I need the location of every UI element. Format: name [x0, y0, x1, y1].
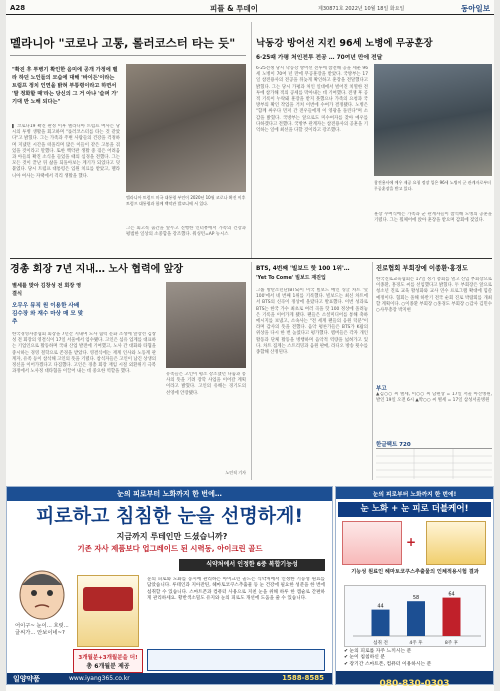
article5-body: 한국진로교육협회는 17일 정기 총회를 열고 신임 부회장으로 이종환, 홍경도 씨를 선임했다고 밝혔다. 두 부회장은 앞으로 청소년 진로 교육 활성화와 교사 연수 프로그램 확대에 힘쓸 예정이다. 협회는 올해 하반기 전국 순회 진로 박람회를 개최할 계획이다. ○이종환 부회장 ○홍경도 부회장 ○감사 김민수 ○사무총장 박지현 — [376, 277, 492, 314]
plus-icon: + — [406, 535, 417, 549]
ad2-check-1-text: 눈의 피로를 자주 느끼시는 분 — [349, 649, 412, 654]
ad-copy: 눈의 피로와 노화를 동시에 관리하는 아이크린 골드는 식약처에서 인정한 기능성 원료를 담았습니다. 루테인과 지아잔틴, 헤마토코쿠스추출물 등 눈 건강에 필요한 성분을 한 번에 섭취할 수 있습니다. 스마트폰과 컴퓨터 사용으로 지친 눈을 위해 하루 한 캡슐로 간편하게 관리하세요. 황반색소밀도 유지와 눈의 피로도 개선에 도움을 줄 수 있습니다. — [147, 577, 325, 602]
obituary-body: ▲김○○ 씨 별세, 이○○ 씨 남편상 = 17일 서울 아산병원, 발인 19일 오전 6시 ▲박○○ 씨 별세 = 17일 삼성서울병원 — [376, 392, 492, 404]
ad2-checklist — [344, 649, 486, 668]
ad-badge1: 식약처에서 인정한 6중 복합기능성 — [179, 559, 325, 571]
chart-category-label: 8주 후 — [444, 641, 459, 646]
ad2-product-a — [342, 521, 402, 565]
ad2-check-1: ✔ 눈의 피로를 자주 느끼시는 분 — [344, 649, 412, 654]
article2-headline: 낙동강 방어선 지킨 96세 노병에 무공훈장 — [256, 38, 433, 49]
ad-eye-supplement[interactable] — [6, 486, 333, 685]
chart-bar — [372, 610, 390, 636]
article4-subhead: 'Yet To Come' 빌보드 재진입 — [256, 275, 326, 281]
ad2-footer — [336, 671, 493, 689]
ad-phone[interactable]: 1588-8585 — [282, 674, 324, 682]
article4-body: 그룹 방탄소년단(BTS)이 미국 빌보드 메인 싱글 차트 '핫 100'에서 네 번째 1위를 기록했다. 빌보드는 최신 차트에서 BTS의 신곡이 정상에 올랐다고 발표했다. 이번 성과로 BTS는 한국 가수 최초로 여러 곡을 핫 100 정상에 올려놓은 기록을 이어가게 됐다. 팬들은 소셜미디어를 통해 축하 메시지를 보냈고, 소속사는 "전 세계 팬들의 응원 덕분"이라며 감사의 뜻을 전했다. 음악 평론가들은 BTS가 K팝의 위상을 다시 한 번 높였다고 평가했다. 멤버들은 각자 개인 활동과 단체 활동을 병행하며 음악적 역량을 넓혀가고 있다. 차트 집계는 스트리밍과 음원 판매, 라디오 방송 횟수를 종합해 산정된다. — [256, 288, 368, 356]
ad-sub1: 지금까지 루테인만 드셨습니까? — [116, 532, 228, 541]
article3-quote: 오무우 뮤직 원 이용한 사배 김수장 와 재수 마상 매 모 맞추 — [12, 303, 84, 325]
ad-url[interactable]: www.iyang365.co.kr — [69, 675, 130, 682]
people-label: 부고 — [376, 386, 387, 392]
ad2-bar-chart — [345, 586, 487, 648]
ad-product-box — [77, 575, 139, 647]
article1-body-2: 그는 회고록 출간을 앞두고 진행한 인터뷰에서 가족의 건강과 평범한 일상의 소중함을 강조했다. 워싱턴=AP 뉴시스 — [126, 226, 246, 238]
ad-sub2: 기존 자사 제품보다 업그레이드 된 시력동, 아이크린 골드 — [77, 544, 263, 553]
ad-brand: 일양약품 — [13, 675, 41, 683]
article4-headline: BTS, 4번째 '빌보드 핫 100 1위'… — [256, 266, 350, 272]
ad2-product-b — [426, 521, 486, 565]
ad2-chart-caption: 기능성 원료인 헤마토코쿠스추출물의 인체적용시험 결과 — [351, 569, 479, 575]
article1-subhead: "확진 후 투병기 확인한 음미에 공개 가정에 벨라 하던 노인들의 모습에 대해 '바이든'이라는 트럼프 정치 인연을 밝혀 부통령이라고 하면서 '말 정화할 때'라는 당신의 그 거 아냐 '슬퍼 가' 기대 반 노해 되다는" — [12, 67, 118, 105]
chart-value-label: 64 — [448, 591, 455, 598]
article3-author: 노인직 기자 — [225, 470, 246, 475]
worried-face-icon — [13, 559, 71, 621]
ad-feature-box — [147, 649, 325, 671]
section-title: 피플 & 투데이 — [210, 4, 258, 13]
article2-caption: 참전용사에 예우 제공 요청 정장 입은 96세 노병이 군 관계자로부터 무공훈장을 받고 있다. — [374, 180, 491, 191]
article2-body: 6·25전쟁 당시 낙동강 방어선 전투에 참전해 공을 세운 96세 노병이 70여 년 만에 무공훈장을 받았다. 국방부는 17일 참전용사의 전공을 뒤늦게 확인하고 훈장을 전달했다고 밝혔다. 그는 당시 가평과 처인 일대에서 벌어진 치열한 전투에 참가해 적의 공세를 막아내는 데 기여했다. 전쟁 후 공적 기록이 누락돼 훈장을 받지 못했으나 가족의 요청과 국방부의 확인 작업을 거쳐 이번에 수여가 결정됐다. 노병은 "함께 싸우다 먼저 간 전우들에게 이 영광을 돌린다"며 소감을 밝혔다. 국방부는 앞으로도 미수여자를 찾아 예우를 다하겠다고 전했다. 국방부 관계자는 참전용사의 공훈을 기억하는 일에 최선을 다할 것이라고 강조했다. — [256, 66, 368, 134]
ad2-headline: 눈 노화 + 눈 피로 더블케어! — [338, 502, 491, 517]
article3-body-2: 유족들은 고인이 평소 강조했던 나눔과 봉사의 뜻을 기려 장학 사업을 이어갈 계획이라고 밝혔다. 고인의 유해는 경기도의 선영에 안장됐다. — [166, 372, 246, 396]
stock-grid — [376, 449, 492, 479]
chart-value-label: 44 — [377, 603, 384, 610]
article3-headline: 경총 회장 7년 지내… 노사 협력에 앞장 — [10, 264, 184, 275]
ad-price-line1: 3개월분+3개월분을 더! — [78, 655, 138, 661]
ad-headline: 피로하고 침침한 눈을 선명하게! — [35, 505, 304, 527]
ad-price-box — [73, 649, 143, 673]
stock-table — [376, 448, 492, 478]
masthead — [6, 3, 494, 15]
chart-bar — [407, 601, 425, 636]
ad2-check-3: ✔ 장기간 스마트폰, 컴퓨터 이용하시는 분 — [344, 661, 432, 667]
newspaper-page — [6, 0, 494, 691]
article3-subhead: 별세를 맞아 김창성 전 회장 영결식 — [12, 283, 82, 297]
page-number: A28 — [10, 4, 26, 12]
article2-subhead: 6·25때 가평 처인전투 전공 … 70여년 만에 전달 — [256, 55, 383, 61]
stock-label: 한글팩트 720 — [376, 442, 411, 448]
ad-mascot-text: 어이구~ 눈이... 흐릿... 글씨가... 안보이네~? — [15, 623, 69, 636]
ad-product-label — [83, 587, 133, 611]
ad-footer — [7, 673, 332, 684]
ad-double-care[interactable] — [335, 486, 494, 689]
article2-body-2: 훈장 수여식에는 가족과 군 관계자들이 참석해 노병의 공훈을 기렸다. 그는 휠체어에 앉아 훈장을 받으며 감회에 젖었다. — [374, 212, 492, 224]
article1-headline: 멜라니아 "코로나 고통, 롤러코스터 타는 듯" — [10, 36, 236, 50]
article1-caption: 멜라니아 트럼프 미국 대통령 부인이 2020년 10월 코로나 확진 이후 트럼프 대통령과 함께 백악관 발코니에 서 있다. — [126, 195, 246, 206]
ad2-check-2: ✔ 눈이 침침하신 분 — [344, 655, 386, 661]
chart-value-label: 58 — [412, 595, 420, 602]
newspaper-logo: 동아일보 — [461, 4, 490, 13]
ad2-check-3-text: 장기간 스마트폰, 컴퓨터 이용하시는 분 — [349, 661, 432, 667]
ad-price-line2: 총 6개월분 제공 — [86, 663, 130, 670]
article1-body: ▌ 코로나19 확진 판정 이후 멜라니아 트럼프 여사는 당시의 투병 생활을 회고하며 "롤러코스터를 타는 것 같았다"고 밝혔다. 그는 가족과 주변 사람들의 건강을 걱정하며 지냈던 시간을 떠올리며 많은 이들이 같은 고통을 겪었을 것이라고 말했다. 또한 백악관 생활 중 겪은 어려움과 아들의 확진 소식을 들었을 때의 심경을 전했다. 그는 모든 것이 끝난 뒤 삶을 되돌아보는 계기가 되었다고 덧붙였다. 당시 트럼프 대통령은 입원 치료를 받았고, 멜라니아 여사는 자택에서 격리 생활을 했다. — [12, 124, 120, 179]
chart-bar — [443, 598, 461, 636]
ad2-chart — [344, 585, 486, 647]
ad2-phone[interactable]: 080-830-0303 — [379, 679, 450, 689]
chart-category-label: 섭취 전 — [373, 641, 388, 646]
article2-photo — [374, 64, 492, 176]
article3-body: 한국경영자총협회 회장을 7년간 지내며 노사 협력 문화 조성에 앞장선 김창성 전 회장의 영결식이 17일 서울에서 엄수됐다. 고인은 섬유 업계를 대표하는 기업인으로 활동하며 국내 산업 발전에 기여했고, 노사 간 대화와 타협을 중시하는 경영 철학으로 존경을 받았다. 영결식에는 재계 인사와 노동계 관계자, 유족 등이 참석해 고인의 뜻을 기렸다. 참석자들은 고인이 남긴 상생의 정신을 이어가겠다고 다짐했다. 고인은 경총 회장 재임 시절 외환위기 극복 과정에서 노사정 대타협을 이끌어 내는 데 중요한 역할을 했다. — [12, 332, 156, 375]
ad-mascot — [13, 559, 71, 621]
article3-photo — [166, 282, 246, 368]
chart-category-label: 4주 후 — [409, 641, 423, 646]
issue-date: 제30871호 2022년 10월 18일 화요일 — [318, 6, 405, 12]
ad-top-slogan: 눈의 피로부터 노화까지 한 번에… — [117, 490, 222, 498]
article5-headline: 진로협회 부회장에 이종환·홍경도 — [376, 265, 468, 272]
article1-photo — [126, 64, 246, 192]
ad2-check-2-text: 눈이 침침하신 분 — [349, 655, 386, 661]
ad2-top-slogan: 눈의 피로부터 노화까지 한 번에! — [372, 492, 457, 498]
